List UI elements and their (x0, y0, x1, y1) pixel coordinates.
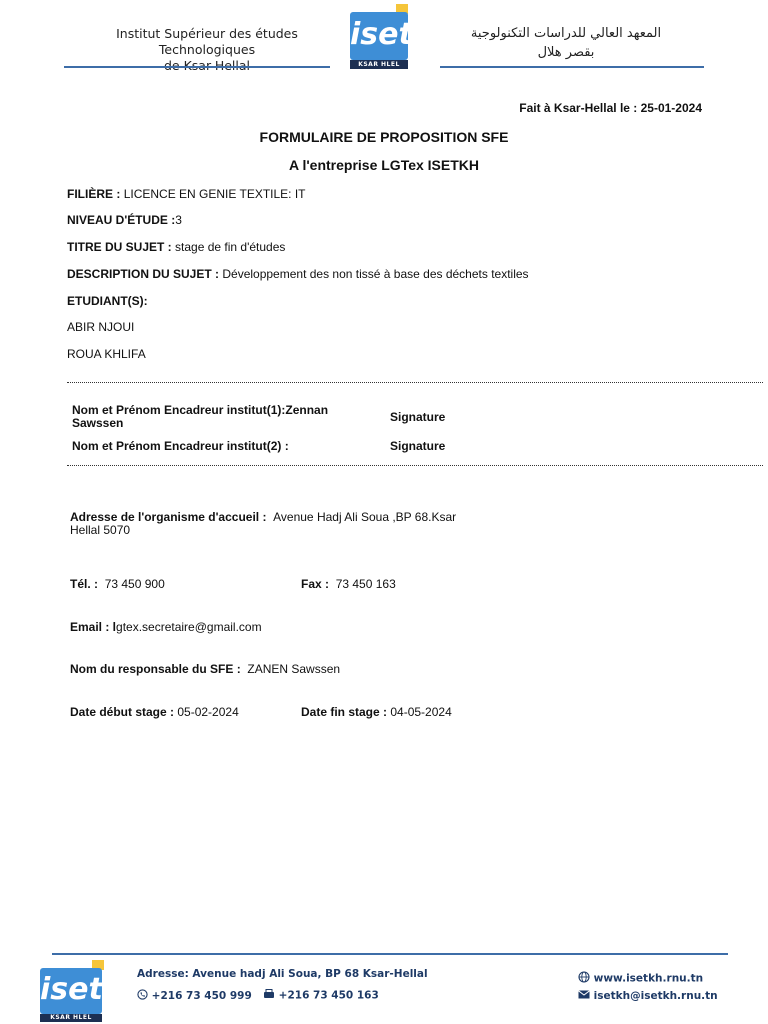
dotted-separator-1 (67, 382, 763, 383)
titre-value: stage de fin d'études (175, 240, 286, 254)
date-fin-field (301, 705, 452, 719)
footer-address (137, 968, 428, 980)
logo-text: iset (350, 17, 413, 52)
iset-logo (350, 4, 412, 68)
dotted-separator-2 (67, 465, 763, 466)
encadreur-2: Nom et Prénom Encadreur institut(2) : (72, 439, 289, 453)
form-subtitle: A l'entreprise LGTex ISETKH (288, 157, 480, 173)
encadreur-1-line1: Nom et Prénom Encadreur institut(1):Zennan (72, 403, 329, 417)
niveau-label: NIVEAU D'ÉTUDE : (67, 213, 176, 227)
footer-email (578, 990, 718, 1002)
footer-website (578, 971, 703, 986)
responsable-label: Nom du responsable du SFE : (70, 662, 241, 676)
footer-rule (52, 953, 728, 955)
niveau-value: 3 (175, 213, 182, 227)
niveau-field (67, 213, 182, 227)
header-rule-left (64, 66, 330, 68)
encadreur-1 (72, 404, 328, 430)
email-label: Email : l (70, 620, 117, 634)
adresse-label: Adresse de l'organisme d'accueil : (70, 510, 267, 524)
institute-name-ar-line2: بقصر هلال (537, 45, 595, 60)
footer-logo-text: iset (40, 972, 103, 1007)
responsable-field (70, 662, 340, 676)
description-value: Développement des non tissé à base des déchets textiles (222, 267, 529, 281)
header-rule-right (440, 66, 704, 68)
footer-phone-value: +216 73 450 999 (151, 990, 252, 1002)
footer-fax-value: +216 73 450 163 (278, 989, 379, 1002)
email-field (70, 620, 262, 634)
etudiants-label: ETUDIANT(S): (67, 294, 148, 308)
fax-field (301, 577, 396, 591)
phone-icon (137, 989, 148, 1003)
iset-footer-logo (40, 960, 104, 1022)
adresse-field (70, 511, 456, 537)
etudiant-1: ABIR NJOUI (67, 320, 135, 334)
filiere-value: LICENCE EN GENIE TEXTILE: IT (123, 187, 306, 201)
etudiant-2: ROUA KHLIFA (67, 347, 146, 361)
fax-label: Fax : (301, 577, 330, 591)
footer-fax (263, 989, 379, 1002)
filiere-field (67, 187, 306, 201)
titre-label: TITRE DU SUJET : (67, 240, 172, 254)
date-fin-label: Date fin stage : (301, 705, 388, 719)
description-field (67, 267, 529, 281)
institute-name-ar (446, 24, 686, 62)
signature-1: Signature (390, 410, 446, 424)
date-line: Fait à Ksar-Hellal le : 25-01-2024 (519, 101, 702, 115)
date-debut-label: Date début stage : (70, 705, 175, 719)
filiere-label: FILIÈRE : (67, 187, 121, 201)
envelope-icon (578, 990, 590, 1002)
logo-caption: KSAR HLEL (350, 60, 408, 69)
tel-value: 73 450 900 (104, 577, 165, 591)
institute-name-fr-line1: Institut Supérieur des études Technologiques (116, 26, 298, 57)
fax-value: 73 450 163 (335, 577, 396, 591)
form-title: FORMULAIRE DE PROPOSITION SFE (259, 129, 509, 145)
tel-label: Tél. : (70, 577, 99, 591)
footer-website-value[interactable]: www.isetkh.rnu.tn (593, 972, 704, 985)
signature-2: Signature (390, 439, 446, 453)
description-label: DESCRIPTION DU SUJET : (67, 267, 220, 281)
footer-address-label: Adresse: (137, 968, 189, 980)
titre-field (67, 240, 285, 254)
date-debut-field (70, 705, 239, 719)
footer-email-value[interactable]: isetkh@isetkh.rnu.tn (593, 990, 718, 1002)
fax-icon (263, 989, 275, 1002)
date-fin-value: 04-05-2024 (390, 705, 452, 719)
encadreur-1-line2: Sawssen (72, 416, 124, 430)
adresse-value-line2: Hellal 5070 (70, 523, 131, 537)
date-debut-value: 05-02-2024 (177, 705, 239, 719)
adresse-value-line1: Avenue Hadj Ali Soua ,BP 68.Ksar (273, 510, 457, 524)
email-value: gtex.secretaire@gmail.com (116, 620, 262, 634)
institute-name-ar-line1: المعهد العالي للدراسات التكنولوجية (470, 26, 662, 41)
footer-address-value: Avenue hadj Ali Soua, BP 68 Ksar-Hellal (192, 968, 428, 980)
globe-icon (578, 971, 590, 986)
footer-phone (137, 989, 252, 1003)
footer-logo-caption: KSAR HLEL (40, 1014, 102, 1022)
responsable-value: ZANEN Sawssen (247, 662, 341, 676)
tel-field (70, 577, 165, 591)
